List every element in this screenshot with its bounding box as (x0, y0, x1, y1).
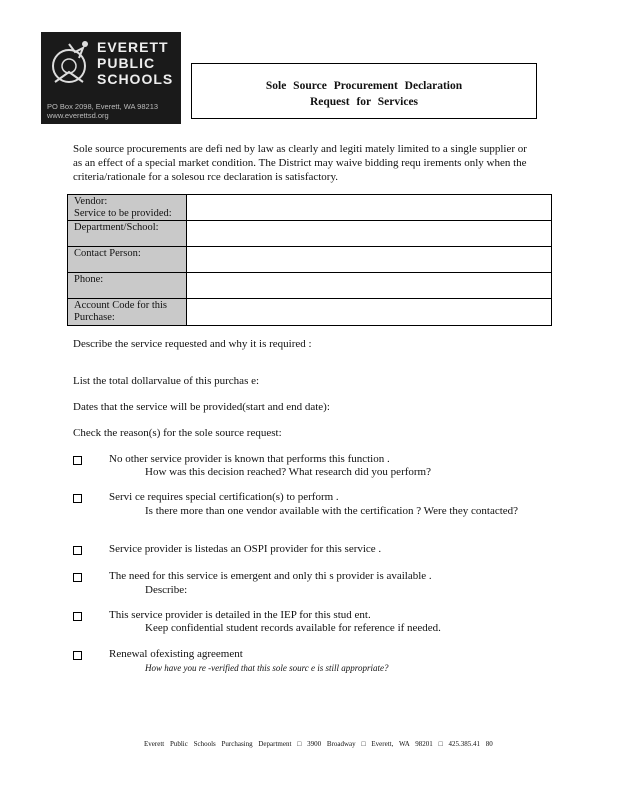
title-box (191, 63, 537, 119)
vendor-form-table (67, 194, 552, 326)
account-row (68, 298, 551, 325)
vendor-row (68, 195, 551, 220)
department-label: Department/School: (68, 221, 186, 246)
option-sub-5: Keep confidential student records available for reference if needed. (145, 622, 441, 634)
option-label-1: No other service provider is known that performs this function . (109, 453, 390, 465)
logo-line-1: EVERETT (97, 39, 169, 55)
logo-address (47, 102, 158, 120)
option-label-5: This service provider is detailed in the IEP for this stud ent. (109, 609, 371, 621)
contact-field[interactable] (186, 247, 551, 272)
option-checkbox-1[interactable] (73, 456, 82, 465)
phone-row (68, 272, 551, 298)
option-label-3: Service provider is listedas an OSPI provider for this service . (109, 543, 382, 555)
total-question: List the total dollarvalue of this purchas e: (73, 375, 260, 387)
option-checkbox-2[interactable] (73, 494, 82, 503)
dates-question: Dates that the service will be provided(start and end date): (73, 401, 330, 413)
vendor-field[interactable] (186, 195, 551, 220)
option-label-4: The need for this service is emergent and only thi s provider is available . (109, 570, 432, 582)
option-sub-6: How have you re -verified that this sole sourc e is still appropriate? (145, 663, 389, 673)
document-title: Sole Source Procurement Declaration (265, 80, 463, 92)
option-checkbox-5[interactable] (73, 612, 82, 621)
check-question: Check the reason(s) for the sole source request: (73, 427, 282, 439)
option-checkbox-6[interactable] (73, 651, 82, 660)
option-checkbox-3[interactable] (73, 546, 82, 555)
school-emblem-icon (45, 36, 93, 98)
website-text: www.everettsd.org (47, 111, 109, 120)
option-checkbox-4[interactable] (73, 573, 82, 582)
vendor-label (68, 195, 186, 220)
option-sub-4: Describe: (145, 584, 188, 596)
option-label-2: Servi ce requires special certification(s) to perform . (109, 491, 339, 503)
describe-question: Describe the service requested and why it is required : (73, 338, 312, 350)
service-text: Service to be provided: (74, 208, 172, 219)
department-row (68, 220, 551, 246)
intro-paragraph: Sole source procurements are defi ned by law as clearly and legiti mately limited to a single supplier or as an effect of a special market condition. The District may waive bidding requ irements only when the criteria/rationale for a solesou rce declaration is satisfactory. (73, 143, 527, 183)
account-label: Account Code for this Purchase: (68, 299, 186, 325)
account-field[interactable] (186, 299, 551, 325)
phone-field[interactable] (186, 273, 551, 298)
page-footer: Everett Public Schools Purchasing Department □ 3900 Broadway □ Everett, WA 98201 □ 425.385.41 80 (144, 740, 493, 748)
logo-line-2: PUBLIC (97, 55, 156, 71)
option-sub-2: Is there more than one vendor available with the certification ? Were they contacted? (145, 505, 519, 517)
contact-row (68, 246, 551, 272)
district-logo (41, 32, 181, 124)
document-subtitle: Request for Services (309, 96, 419, 108)
address-text: PO Box 2098, Everett, WA 98213 (47, 102, 159, 111)
logo-line-3: SCHOOLS (97, 71, 174, 87)
option-sub-1: How was this decision reached? What research did you perform? (145, 466, 431, 478)
vendor-text: Vendor: (74, 196, 108, 207)
phone-label: Phone: (68, 273, 186, 298)
contact-label: Contact Person: (68, 247, 186, 272)
option-label-6: Renewal ofexisting agreement (109, 648, 243, 660)
department-field[interactable] (186, 221, 551, 246)
